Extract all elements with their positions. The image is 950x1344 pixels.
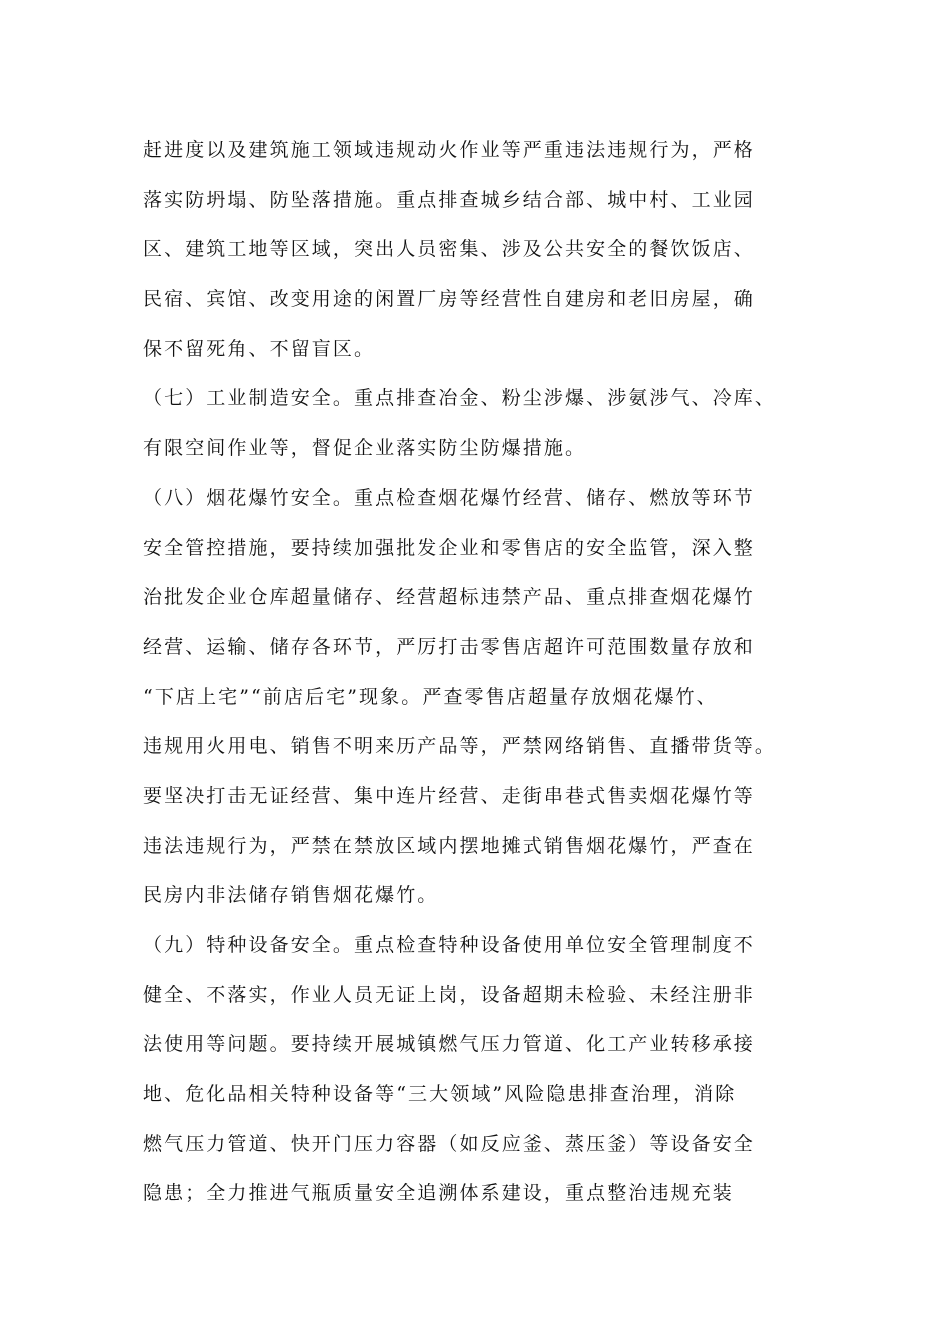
section-heading-line: （七）工业制造安全。重点排查冶金、粉尘涉爆、涉氨涉气、冷库、 bbox=[143, 387, 777, 410]
text-line: “下店上宅”“前店后宅”现象。严查零售店超量存放烟花爆竹、 bbox=[143, 685, 718, 708]
section-heading-line: （九）特种设备安全。重点检查特种设备使用单位安全管理制度不 bbox=[143, 934, 755, 956]
text-line: 落实防坍塌、防坠落措施。重点排查城乡结合部、城中村、工业园 bbox=[143, 188, 755, 211]
text-line: 赶进度以及建筑施工领域违规动火作业等严重违法违规行为，严格 bbox=[143, 139, 755, 161]
document-body bbox=[143, 126, 833, 1219]
text-line: 违法违规行为，严禁在禁放区域内摆地摊式销售烟花爆竹，严查在 bbox=[143, 834, 755, 857]
section-heading-line: （八）烟花爆竹安全。重点检查烟花爆竹经营、储存、燃放等环节 bbox=[143, 486, 755, 509]
text-line: 要坚决打击无证经营、集中连片经营、走街串巷式售卖烟花爆竹等 bbox=[143, 784, 755, 807]
text-line: 民宿、宾馆、改变用途的闲置厂房等经营性自建房和老旧房屋，确 bbox=[143, 288, 755, 311]
text-line: 燃气压力管道、快开门压力容器（如反应釜、蒸压釜）等设备安全 bbox=[143, 1132, 755, 1155]
text-line: 民房内非法储存销售烟花爆竹。 bbox=[143, 884, 439, 907]
text-line: 违规用火用电、销售不明来历产品等，严禁网络销售、直播带货等。 bbox=[143, 735, 777, 758]
text-line: 安全管控措施，要持续加强批发企业和零售店的安全监管，深入整 bbox=[143, 536, 755, 559]
text-line: 区、建筑工地等区域，突出人员密集、涉及公共安全的餐饮饭店、 bbox=[143, 238, 755, 261]
text-line: 隐患；全力推进气瓶质量安全追溯体系建设，重点整治违规充装 bbox=[143, 1182, 734, 1205]
text-line: 治批发企业仓库超量储存、经营超标违禁产品、重点排查烟花爆竹 bbox=[143, 586, 755, 609]
text-line: 法使用等问题。要持续开展城镇燃气压力管道、化工产业转移承接 bbox=[143, 1033, 755, 1056]
text-line: 地、危化品相关特种设备等“三大领域”风险隐患排查治理，消除 bbox=[143, 1083, 737, 1106]
text-line: 经营、运输、储存各环节，严厉打击零售店超许可范围数量存放和 bbox=[143, 635, 755, 658]
text-line: 健全、不落实，作业人员无证上岗，设备超期未检验、未经注册非 bbox=[143, 983, 755, 1006]
text-line: 保不留死角、不留盲区。 bbox=[143, 337, 376, 360]
text-line: 有限空间作业等，督促企业落实防尘防爆措施。 bbox=[143, 437, 587, 460]
